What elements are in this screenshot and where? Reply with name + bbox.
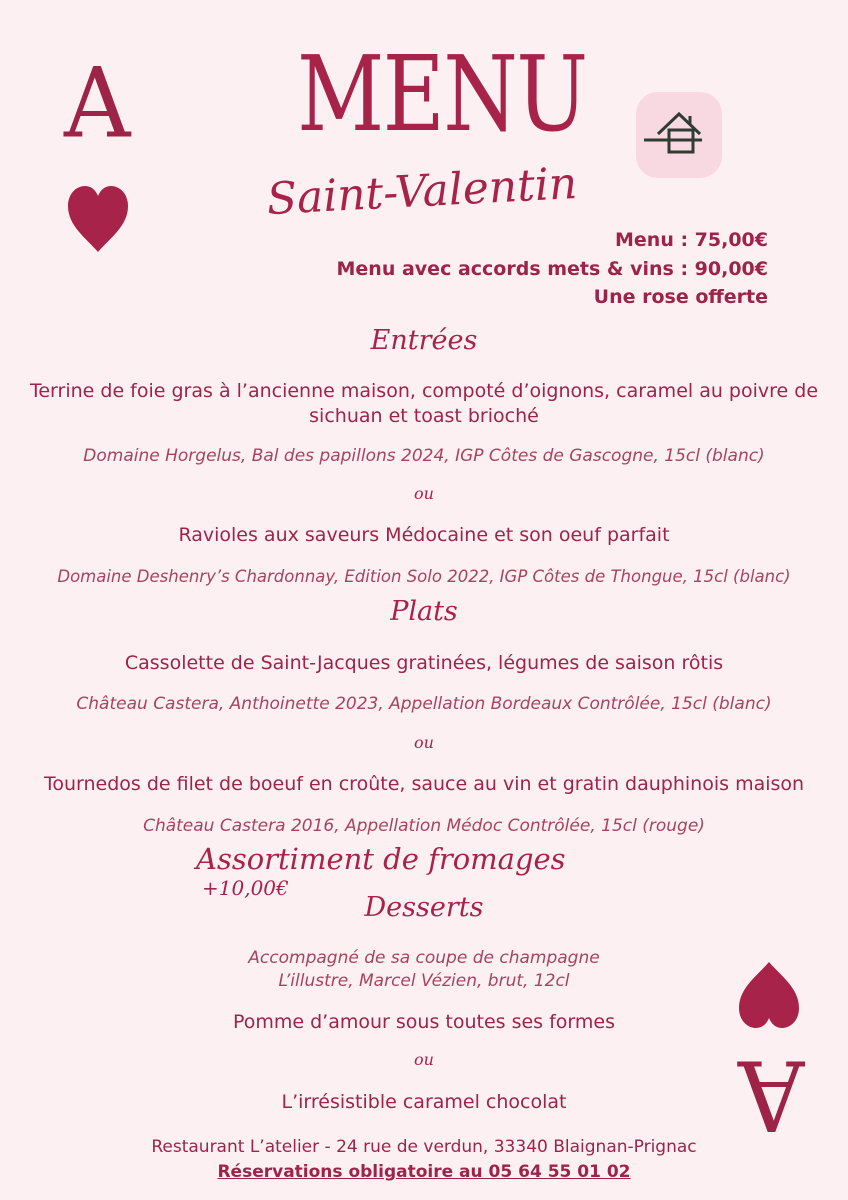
entree-dish-1: Terrine de foie gras à l’ancienne maison, compoté d’oignons, caramel au poivre de	[29, 380, 819, 402]
dessert-dish-2: L’irrésistible caramel chocolat	[281, 1091, 567, 1113]
footer-reservation[interactable]: Réservations obligatoire au 05 64 55 01 02	[217, 1162, 631, 1182]
fromages-supplement: +10,00€	[202, 876, 289, 900]
entree-dish-2: Ravioles aux saveurs Médocaine et son oeuf parfait	[178, 524, 670, 546]
card-ace-letter-top: A	[64, 47, 131, 160]
dessert-dish-1: Pomme d’amour sous toutes ses formes	[232, 1011, 616, 1033]
plat-dish-1: Cassolette de Saint-Jacques gratinées, légumes de saison rôtis	[124, 652, 724, 674]
dessert-wine-line1: Accompagné de sa coupe de champagne	[248, 948, 600, 968]
price-menu-wine: Menu avec accords mets & vins : 90,00€	[336, 258, 768, 280]
section-title-entrees: Entrées	[370, 325, 478, 356]
page-title: MENU	[297, 33, 587, 155]
plat-wine-2: Château Castera 2016, Appellation Médoc Contrôlée, 15cl (rouge)	[143, 816, 705, 836]
plat-wine-1: Château Castera, Anthoinette 2023, Appellation Bordeaux Contrôlée, 15cl (blanc)	[76, 694, 772, 714]
section-title-desserts: Desserts	[364, 892, 484, 923]
plat-dish-2: Tournedos de filet de boeuf en croûte, sauce au vin et gratin dauphinois maison	[43, 773, 805, 795]
separator-ou: ou	[414, 1050, 434, 1069]
entree-wine-2: Domaine Deshenry’s Chardonnay, Edition Solo 2022, IGP Côtes de Thongue, 15cl (blanc)	[57, 567, 791, 586]
separator-ou: ou	[414, 733, 434, 752]
section-title-fromages: Assortiment de fromages	[196, 842, 566, 876]
dessert-wine-line2: L’illustre, Marcel Vézien, brut, 12cl	[278, 971, 570, 991]
rose-offer: Une rose offerte	[593, 286, 768, 308]
entree-wine-1: Domaine Horgelus, Bal des papillons 2024, IGP Côtes de Gascogne, 15cl (blanc)	[83, 446, 765, 466]
entree-dish-1-line2: sichuan et toast brioché	[309, 405, 539, 427]
restaurant-logo	[636, 92, 722, 178]
heart-icon	[737, 960, 801, 1030]
heart-icon	[66, 184, 130, 254]
house-logo-icon	[636, 92, 722, 178]
separator-ou: ou	[414, 484, 434, 503]
footer-address: Restaurant L’atelier - 24 rue de verdun, 33340 Blaignan-Prignac	[151, 1137, 697, 1157]
price-menu: Menu : 75,00€	[615, 229, 768, 251]
section-title-plats: Plats	[390, 596, 458, 627]
card-ace-letter-bottom: A	[738, 1038, 805, 1151]
page-subtitle: Saint-Valentin	[265, 157, 579, 226]
